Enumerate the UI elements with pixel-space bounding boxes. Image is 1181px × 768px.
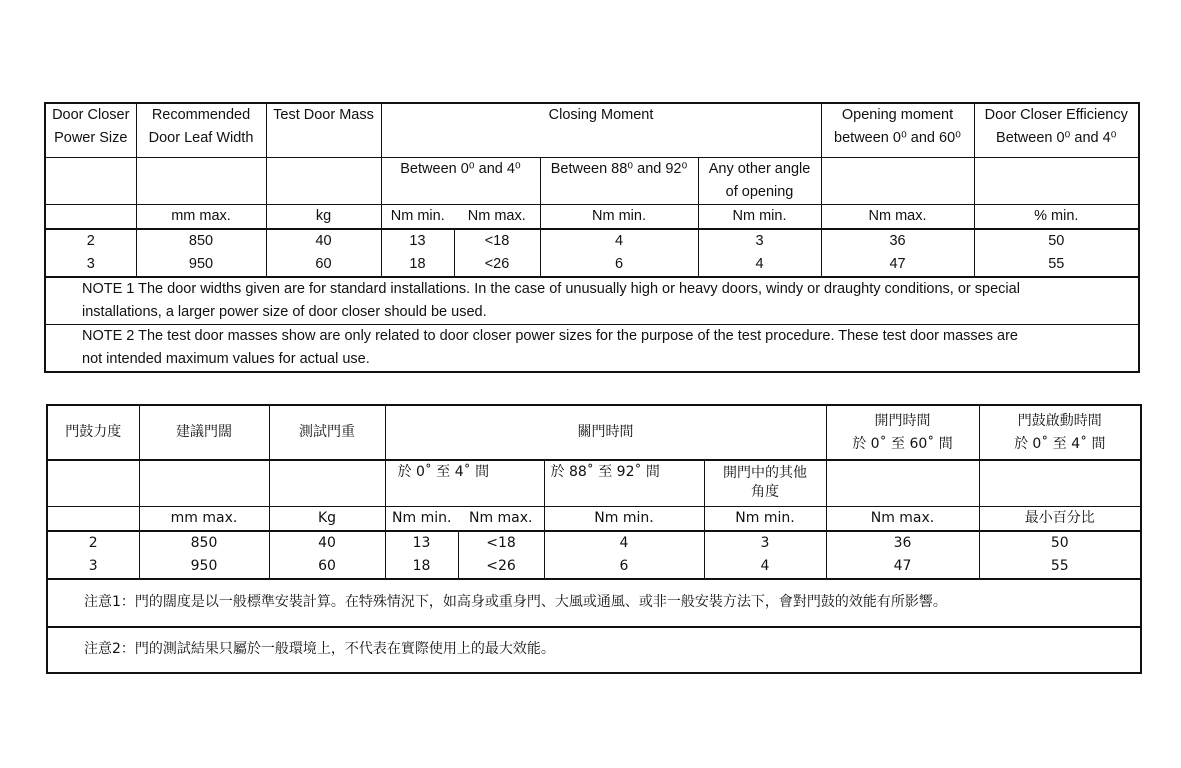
header-efficiency: Door Closer Efficiency Between 0⁰ and 4⁰ <box>974 103 1139 157</box>
note-1: 注意1：門的闊度是以一般標準安裝計算。在特殊情況下，如高身或重身門、大風或通風、或非一般安裝方法下，會對門鼓的效能有所影響。 <box>47 579 1141 627</box>
header-opening-moment: Opening moment between 0⁰ and 60⁰ <box>821 103 974 157</box>
header-opening-time: 開門時間 於 0˚ 至 60˚ 間 <box>826 405 979 460</box>
chinese-door-closer-table <box>46 404 1142 674</box>
header-other-angle: Any other angle of opening <box>698 157 821 204</box>
header-between-88-92: Between 88⁰ and 92⁰ <box>540 157 698 204</box>
header-between-0-4: 於 0˚ 至 4˚ 間 <box>385 460 544 506</box>
note-1: NOTE 1 The door widths given are for standard installations. In the case of unusually high or heavy doors, windy or draughty conditions, or special installations, a larger power size of door closer should be used. <box>45 277 1139 325</box>
table-row: 2 850 40 13 <18 4 3 36 50 <box>47 531 1141 555</box>
units-row: mm max. Kg Nm min. Nm max. Nm min. Nm min. Nm max. 最小百分比 <box>47 506 1141 531</box>
english-door-closer-table <box>44 102 1140 373</box>
note-2: NOTE 2 The test door masses show are only related to door closer power sizes for the purpose of the test procedure. These test door masses are not intended maximum values for actual use. <box>45 325 1139 373</box>
header-leaf-width: Recommended Door Leaf Width <box>136 103 266 157</box>
header-test-mass: 測試門重 <box>269 405 385 460</box>
header-test-mass: Test Door Mass <box>266 103 381 157</box>
header-power-size: Door Closer Power Size <box>52 107 130 146</box>
table-row: 2 850 40 13 <18 4 3 36 50 <box>45 229 1139 253</box>
header-power-size: 門鼓力度 <box>65 424 122 440</box>
header-between-88-92: 於 88˚ 至 92˚ 間 <box>544 460 704 506</box>
header-leaf-width: 建議門闊 <box>139 405 269 460</box>
note-2: 注意2：門的測試結果只屬於一般環境上，不代表在實際使用上的最大效能。 <box>47 627 1141 673</box>
header-between-0-4: Between 0⁰ and 4⁰ <box>381 157 540 204</box>
header-other-angle: 開門中的其他 角度 <box>704 460 826 506</box>
table-row: 3 950 60 18 <26 6 4 47 55 <box>45 253 1139 277</box>
table-row: 3 950 60 18 <26 6 4 47 55 <box>47 555 1141 579</box>
header-start-time: 門鼓啟動時間 於 0˚ 至 4˚ 間 <box>979 405 1141 460</box>
units-row: mm max. kg Nm min. Nm max. Nm min. Nm min. Nm max. % min. <box>45 204 1139 229</box>
header-closing-moment: Closing Moment <box>381 103 821 157</box>
header-closing-time: 關門時間 <box>385 405 826 460</box>
